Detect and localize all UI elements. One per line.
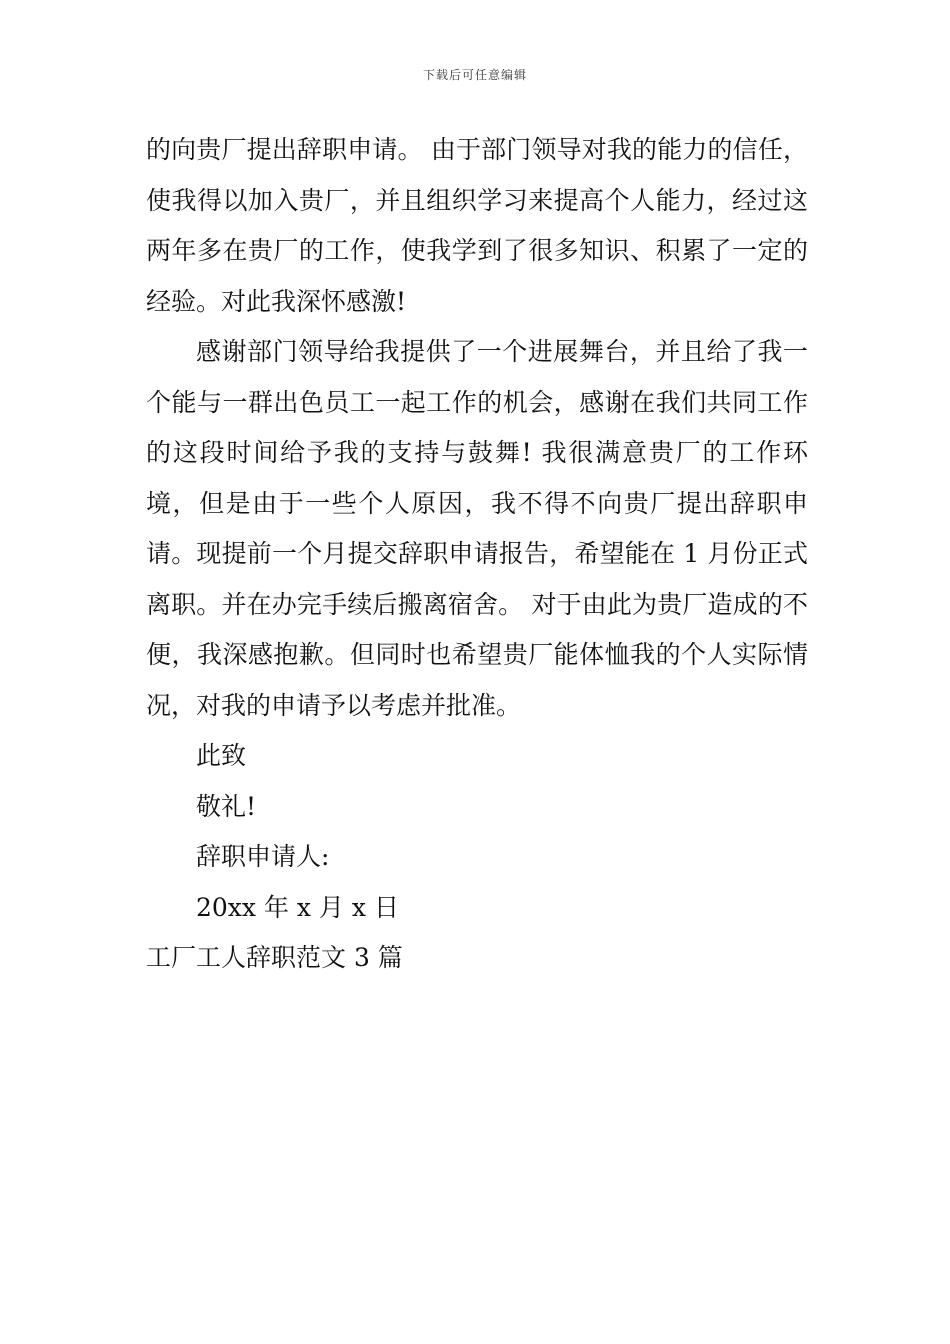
signature-label: 辞职申请人: [196,842,330,871]
document-body [146,125,808,984]
closing-salutation: 此致 [196,741,247,770]
next-section-title: 工厂工人辞职范文 3 篇 [146,943,403,972]
letter-date: 20xx 年 x 月 x 日 [196,892,399,922]
paragraph-thanks: 感谢部门领导给我提供了一个进展舞台，并且给了我一个能与一群出色员工一起工作的机会，感谢在我们共同工作的这段时间给予我的支持与鼓舞! 我很满意贵厂的工作环境，但是由于一些个人原因，我不得不向贵厂提出辞职申请。现提前一个月提交辞职申请报告，希望能在 1 月份正式离职。并在办完手续后搬离宿舍。 对于由此为贵厂造成的不便，我深感抱歉。但同时也希望贵厂能体恤我的个人实际情况，对我的申请予以考虑并批准。 [146,337,808,720]
closing-respect: 敬礼! [196,791,257,821]
paragraph-continuation: 的向贵厂提出辞职申请。 由于部门领导对我的能力的信任，使我得以加入贵厂，并且组织学习来提高个人能力，经过这两年多在贵厂的工作，使我学到了很多知识、积累了一定的经验。对此我深怀感激! [146,135,808,316]
header-note: 下载后可任意编辑 [422,68,527,82]
